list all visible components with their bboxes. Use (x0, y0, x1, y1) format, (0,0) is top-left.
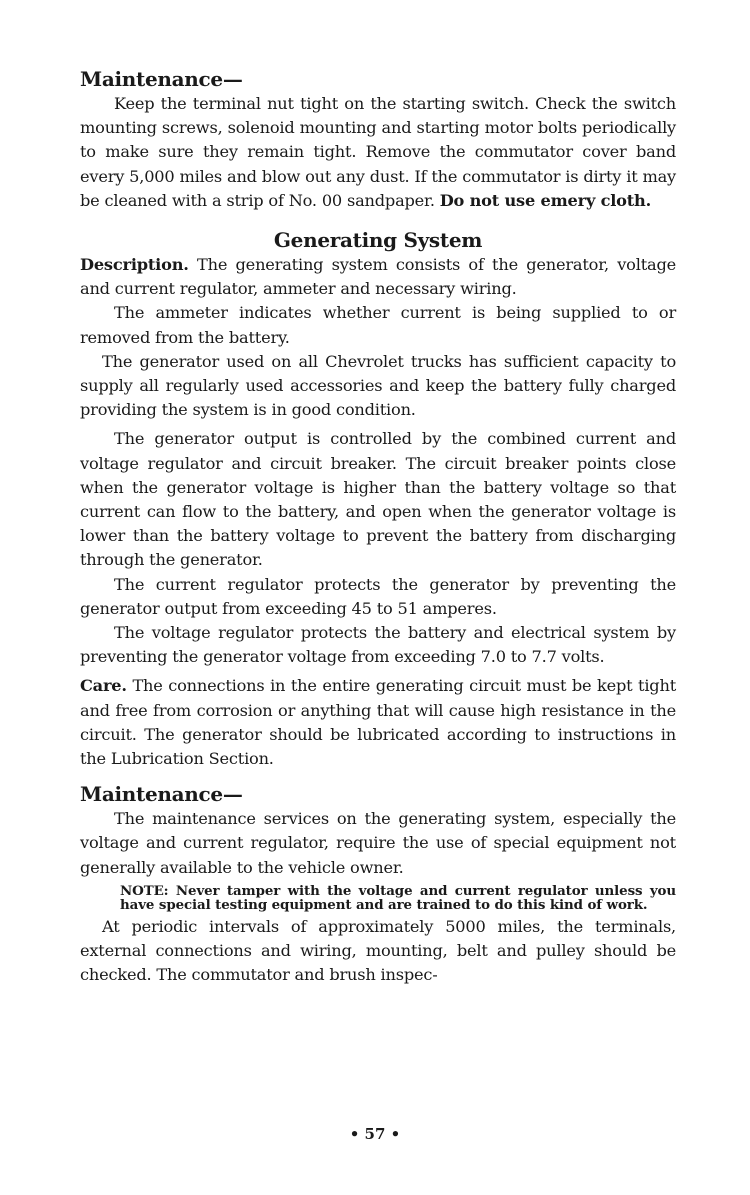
warning-text: Do not use emery cloth. (439, 190, 652, 210)
paragraph-generator-output: The generator output is controlled by the combined current and voltage regulator and circuit breaker. The circuit breaker points close when the generator voltage is higher than the battery voltage so that current can flow to the battery, and open when the generator voltage is lower than the battery voltage to prevent the battery from discharging through the generator. (80, 429, 676, 570)
paragraph-text: Keep the terminal nut tight on the starting switch. Check the switch mounting screws, solenoid mounting and starting motor bolts periodically to make sure they remain tight. Remove the commutator cover band every 5,000 miles and blow out any dust. If the commutator is dirty it may be cleaned with a strip of No. 00 sandpaper. (80, 94, 676, 210)
section-heading-generating-system: Generating System (273, 228, 483, 253)
care-text: The connections in the entire generating circuit must be kept tight and free from corrosion or anything that will cause high resistance in the circuit. The generator should be lubricated according to instructions in the Lubrication Section. (80, 676, 676, 769)
paragraph-starter-maintenance (80, 92, 676, 213)
paragraph-description (80, 253, 676, 301)
description-text: The generating system consists of the generator, voltage and current regulator, ammeter and necessary wiring. (80, 255, 676, 299)
paragraph-periodic-intervals: At periodic intervals of approximately 5000 miles, the terminals, external connections and wiring, mounting, belt and pulley should be checked. The commutator and brush inspec- (80, 916, 676, 985)
paragraph-generator-maintenance: The maintenance services on the generating system, especially the voltage and current regulator, require the use of special equipment not generally available to the vehicle owner. (80, 809, 676, 877)
paragraph-ammeter: The ammeter indicates whether current is being supplied to or removed from the battery. (80, 303, 676, 347)
manual-page (80, 66, 676, 988)
paragraph-current-regulator: The current regulator protects the generator by preventing the generator output from exceeding 45 to 51 amperes. (80, 574, 676, 618)
section-heading-maintenance-starter: Maintenance— (80, 67, 243, 91)
page-number: • 57 • (349, 1125, 401, 1143)
section-heading-maintenance-generator: Maintenance— (80, 782, 243, 807)
paragraph-generator-capacity: The generator used on all Chevrolet trucks has sufficient capacity to supply all regularly used accessories and keep the battery fully charged providing the system is in good condition. (80, 351, 676, 420)
note-warning: NOTE: Never tamper with the voltage and current regulator unless you have special testing equipment and are trained to do this kind of work. (120, 882, 676, 914)
paragraph-voltage-regulator: The voltage regulator protects the battery and electrical system by preventing the generator voltage from exceeding 7.0 to 7.7 volts. (80, 623, 676, 667)
care-label: Care. (80, 676, 127, 696)
description-label: Description. (80, 255, 189, 275)
paragraph-care (80, 674, 676, 771)
